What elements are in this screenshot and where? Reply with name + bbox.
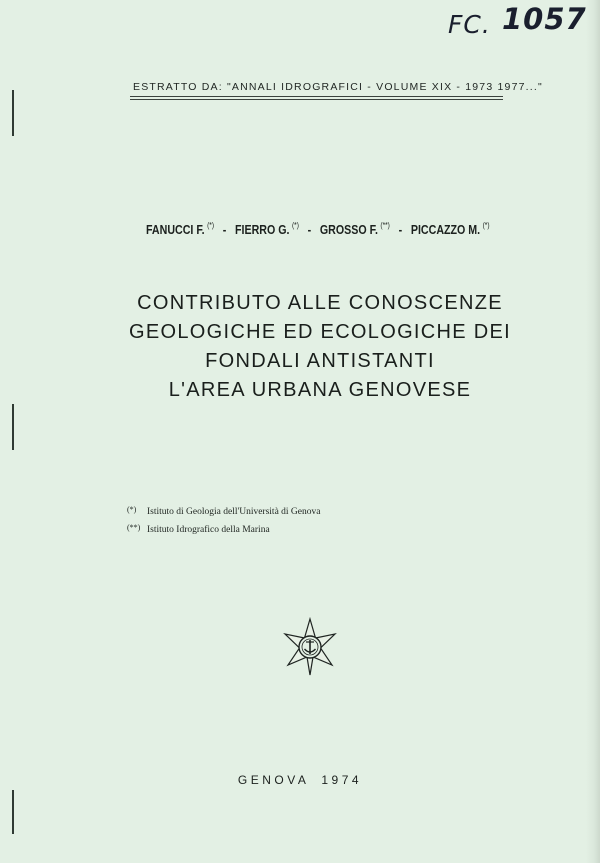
title-line: FONDALI ANTISTANTI	[205, 350, 435, 372]
affiliation-note	[127, 520, 320, 538]
affiliation-notes	[127, 502, 320, 538]
divider-rule	[130, 99, 503, 100]
author-separator: -	[307, 222, 312, 237]
binding-staple-mark	[12, 790, 14, 834]
author-list	[146, 221, 490, 237]
author-separator: -	[398, 222, 403, 237]
title-line: L'AREA URBANA GENOVESE	[168, 379, 472, 401]
divider-rule	[130, 96, 503, 97]
author-name: PICCAZZO M.	[410, 222, 481, 237]
affiliation-note-text: Istituto di Geologia dell'Università di Genova	[147, 507, 321, 517]
author-affiliation-mark: (*)	[482, 221, 490, 230]
affiliation-note-mark: (**)	[127, 523, 141, 532]
affiliation-note-text: Istituto Idrografico della Marina	[147, 525, 270, 535]
author-name: GROSSO F.	[319, 222, 378, 237]
handwritten-catalog-code: FC.	[448, 10, 491, 39]
imprint	[200, 773, 400, 787]
affiliation-note-mark: (*)	[127, 505, 137, 514]
title-line: CONTRIBUTO ALLE CONOSCENZE	[137, 292, 503, 314]
author-affiliation-mark: (**)	[380, 221, 390, 230]
page-edge	[586, 0, 600, 863]
handwritten-catalog-number: 1057	[502, 2, 587, 36]
binding-staple-mark	[12, 90, 14, 136]
document-title	[95, 289, 545, 405]
affiliation-note	[127, 502, 320, 520]
hydrographic-emblem-icon	[280, 617, 340, 677]
author-name: FANUCCI F.	[146, 222, 205, 237]
title-line: GEOLOGICHE ED ECOLOGICHE DEI	[128, 321, 512, 343]
imprint-place: GENOVA	[237, 773, 310, 787]
imprint-year: 1974	[321, 773, 363, 787]
author-affiliation-mark: (*)	[291, 221, 299, 230]
author-affiliation-mark: (*)	[207, 221, 215, 230]
extract-source-line: ESTRATTO DA: "ANNALI IDROGRAFICI - VOLUME XIX - 1973 1977..."	[133, 81, 543, 93]
author-separator: -	[222, 222, 227, 237]
binding-staple-mark	[12, 404, 14, 450]
author-name: FIERRO G.	[235, 222, 290, 237]
